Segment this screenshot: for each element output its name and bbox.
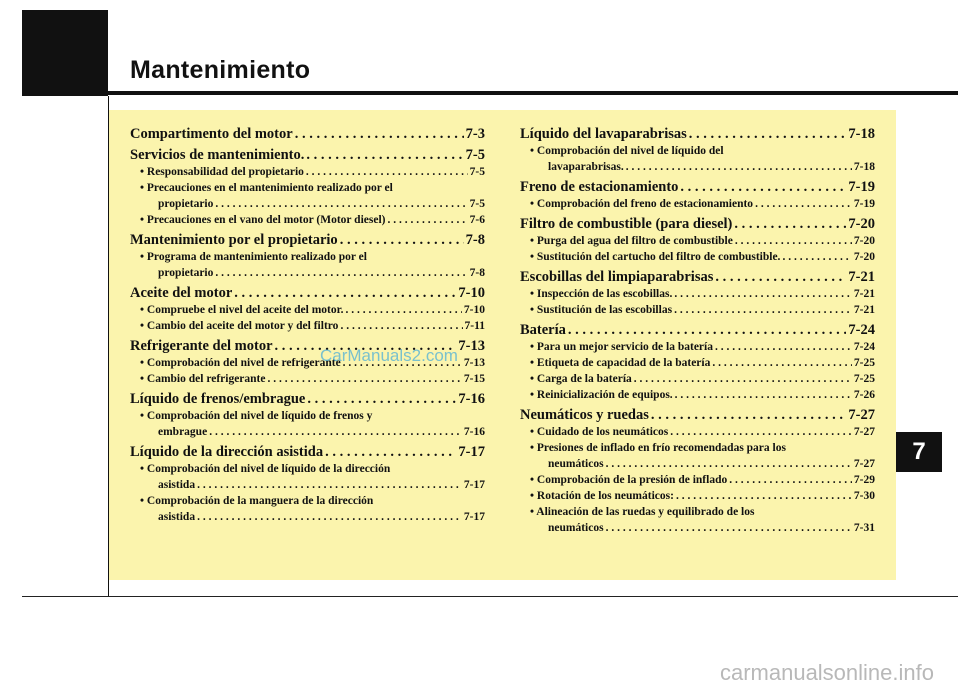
toc-subentry[interactable]: propietario . . . 7-5 bbox=[130, 196, 485, 212]
toc-entry[interactable]: Líquido de frenos/embrague . . . 7-16 bbox=[130, 390, 485, 408]
toc-subentry-line: • Alineación de las ruedas y equilibrado de los bbox=[530, 506, 755, 518]
page-title: Mantenimiento bbox=[130, 56, 311, 84]
toc-entry[interactable]: Refrigerante del motor . . . 7-13 bbox=[130, 337, 485, 355]
title-rule bbox=[22, 91, 958, 95]
toc-subentry-line: • Precauciones en el mantenimiento realizado por el bbox=[140, 182, 393, 194]
toc-subentry-line: • Comprobación del nivel de líquido del bbox=[530, 145, 724, 157]
toc-subentry[interactable]: neumáticos . . . 7-27 bbox=[520, 456, 875, 472]
toc-entry[interactable]: Escobillas del limpiaparabrisas . . . 7-21 bbox=[520, 268, 875, 286]
toc-subentry[interactable]: asistida . . . 7-17 bbox=[130, 477, 485, 493]
toc-subentry[interactable]: • Reinicialización de equipos. . . . 7-26 bbox=[520, 387, 875, 403]
toc-subentry[interactable]: • Sustitución del cartucho del filtro de combustible. . . . 7-20 bbox=[520, 249, 875, 265]
footer-watermark: carmanualsonline.info bbox=[719, 660, 934, 685]
chapter-header-block bbox=[22, 10, 108, 96]
toc-subentry[interactable]: • Inspección de las escobillas. . . . 7-21 bbox=[520, 286, 875, 302]
bottom-rule bbox=[22, 596, 958, 597]
toc-subentry[interactable]: neumáticos . . . 7-31 bbox=[520, 520, 875, 536]
toc-subentry[interactable]: • Cambio del refrigerante . . . 7-15 bbox=[130, 371, 485, 387]
toc-subentry[interactable]: • Responsabilidad del propietario . . . 7-5 bbox=[130, 164, 485, 180]
toc-entry[interactable]: Freno de estacionamiento . . . 7-19 bbox=[520, 178, 875, 196]
toc-subentry-line: • Comprobación del nivel de líquido de la dirección bbox=[140, 463, 391, 475]
toc-entry[interactable]: Batería . . . 7-24 bbox=[520, 321, 875, 339]
toc-subentry-line: • Presiones de inflado en frío recomendadas para los bbox=[530, 442, 786, 454]
toc-entry[interactable]: Líquido del lavaparabrisas . . . 7-18 bbox=[520, 125, 875, 143]
toc-entry[interactable]: Filtro de combustible (para diesel) . . . 7-20 bbox=[520, 215, 875, 233]
toc-subentry[interactable]: • Purga del agua del filtro de combustible . . . 7-20 bbox=[520, 233, 875, 249]
toc-subentry[interactable]: • Comprobación del nivel de refrigerante . . . 7-13 bbox=[130, 355, 485, 371]
toc-subentry-line: • Programa de mantenimiento realizado por el bbox=[140, 251, 367, 263]
toc-subentry[interactable]: • Comprobación del freno de estacionamiento . . . 7-19 bbox=[520, 196, 875, 212]
toc-subentry[interactable]: • Cuidado de los neumáticos . . . 7-27 bbox=[520, 424, 875, 440]
toc-subentry[interactable]: • Precauciones en el vano del motor (Motor diesel) . . . 7-6 bbox=[130, 212, 485, 228]
toc-subentry[interactable]: • Para un mejor servicio de la batería . . . 7-24 bbox=[520, 339, 875, 355]
toc-left-column bbox=[130, 122, 485, 525]
toc-subentry[interactable]: embrague . . . 7-16 bbox=[130, 424, 485, 440]
toc-entry[interactable]: Compartimento del motor . . . 7-3 bbox=[130, 125, 485, 143]
toc-subentry[interactable]: • Cambio del aceite del motor y del filtro . . . 7-11 bbox=[130, 318, 485, 334]
toc-subentry-line: • Comprobación del nivel de líquido de frenos y bbox=[140, 410, 373, 422]
toc-subentry[interactable]: • Carga de la batería . . . 7-25 bbox=[520, 371, 875, 387]
toc-subentry[interactable]: • Sustitución de las escobillas . . . 7-21 bbox=[520, 302, 875, 318]
toc-subentry[interactable]: • Etiqueta de capacidad de la batería . . . 7-25 bbox=[520, 355, 875, 371]
toc-subentry[interactable]: • Compruebe el nivel del aceite del motor. . . . 7-10 bbox=[130, 302, 485, 318]
chapter-tab-label: 7 bbox=[912, 438, 926, 465]
toc-subentry[interactable]: lavaparabrisas. . . . 7-18 bbox=[520, 159, 875, 175]
toc-right-column bbox=[520, 122, 875, 536]
toc-entry[interactable]: Mantenimiento por el propietario . . . 7-8 bbox=[130, 231, 485, 249]
toc-subentry[interactable]: propietario . . . 7-8 bbox=[130, 265, 485, 281]
toc-subentry[interactable]: • Comprobación de la presión de inflado . . . 7-29 bbox=[520, 472, 875, 488]
toc-subentry[interactable]: asistida . . . 7-17 bbox=[130, 509, 485, 525]
toc-entry[interactable]: Servicios de mantenimiento. . . . 7-5 bbox=[130, 146, 485, 164]
watermark: CarManuals2.com bbox=[320, 346, 458, 365]
toc-entry[interactable]: Líquido de la dirección asistida . . . 7-17 bbox=[130, 443, 485, 461]
toc-entry[interactable]: Aceite del motor . . . 7-10 bbox=[130, 284, 485, 302]
toc-subentry[interactable]: • Rotación de los neumáticos: . . . 7-30 bbox=[520, 488, 875, 504]
toc-entry[interactable]: Neumáticos y ruedas . . . 7-27 bbox=[520, 406, 875, 424]
toc-subentry-line: • Comprobación de la manguera de la dirección bbox=[140, 495, 374, 507]
